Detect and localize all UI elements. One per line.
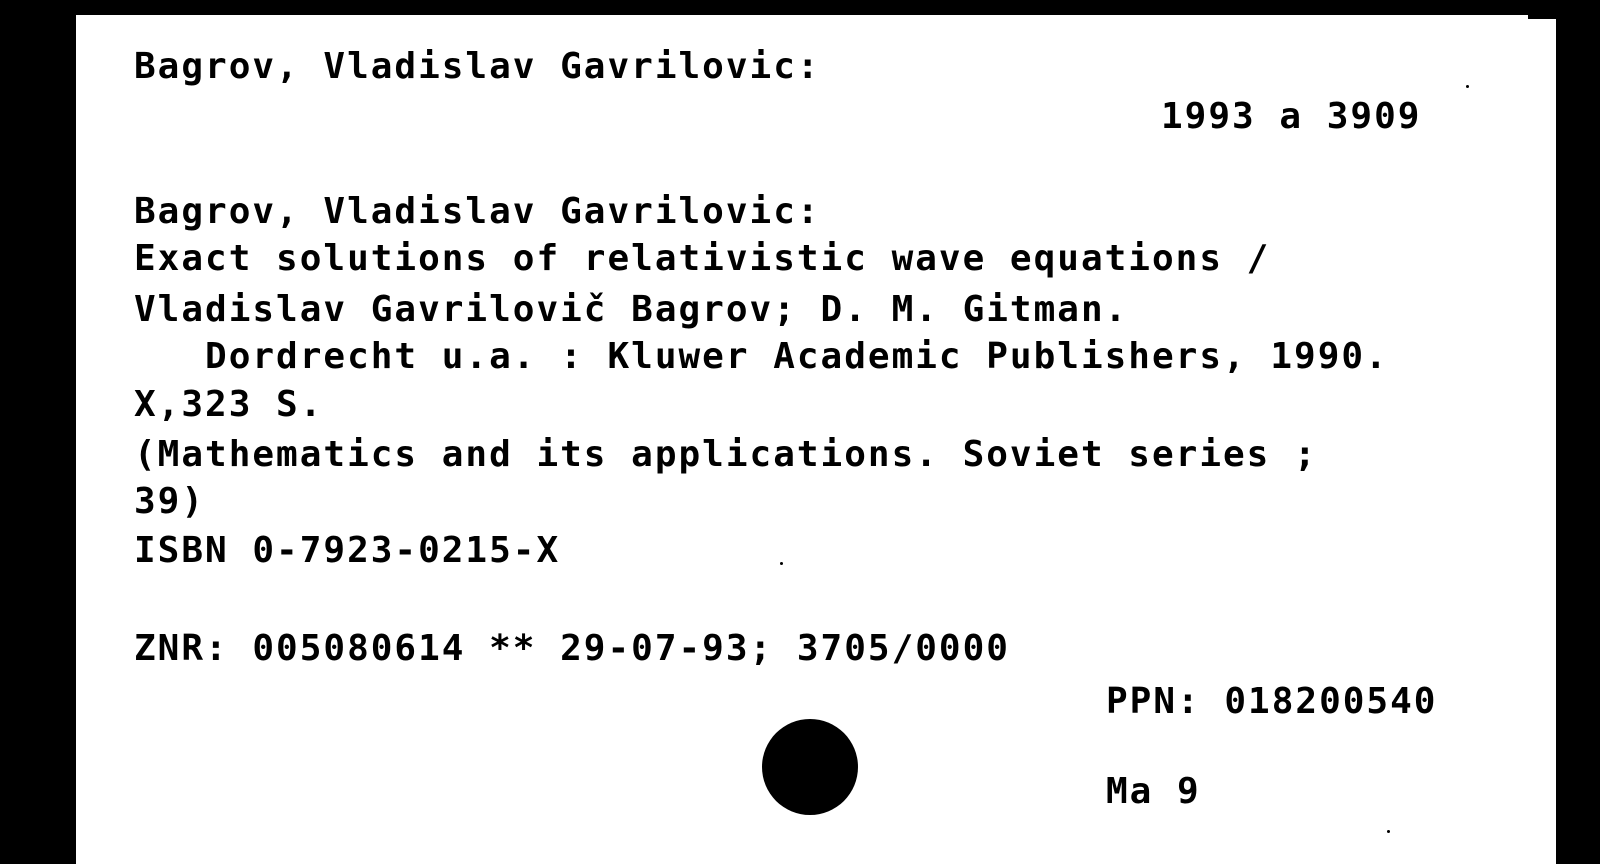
collation-line: X,323 S. bbox=[134, 384, 324, 425]
series-line-2: 39) bbox=[134, 481, 206, 522]
ppn-line: PPN: 018200540 bbox=[1106, 681, 1438, 722]
title-line-2: Vladislav Gavrilovič Bagrov; D. M. Gitman. bbox=[134, 289, 1129, 330]
card-heading: Bagrov, Vladislav Gavrilovic: bbox=[134, 46, 821, 87]
imprint-line: Dordrecht u.a. : Kluwer Academic Publishers, 1990. bbox=[134, 336, 1389, 377]
shelf-signature: 1993 a 3909 bbox=[1161, 96, 1422, 137]
znr-line: ZNR: 005080614 ** 29-07-93; 3705/0000 bbox=[134, 628, 1010, 669]
title-line-1: Exact solutions of relativistic wave equations / bbox=[134, 238, 1271, 279]
series-line-1: (Mathematics and its applications. Soviet series ; bbox=[134, 434, 1318, 475]
scan-speck bbox=[1466, 85, 1469, 88]
scan-speck bbox=[780, 562, 783, 565]
card-edge-shadow bbox=[1528, 15, 1556, 19]
isbn-line: ISBN 0-7923-0215-X bbox=[134, 530, 561, 571]
punch-hole bbox=[762, 719, 858, 815]
author-entry: Bagrov, Vladislav Gavrilovic: bbox=[134, 191, 821, 232]
classification-code: Ma 9 bbox=[1106, 771, 1201, 812]
scan-speck bbox=[1387, 830, 1390, 833]
